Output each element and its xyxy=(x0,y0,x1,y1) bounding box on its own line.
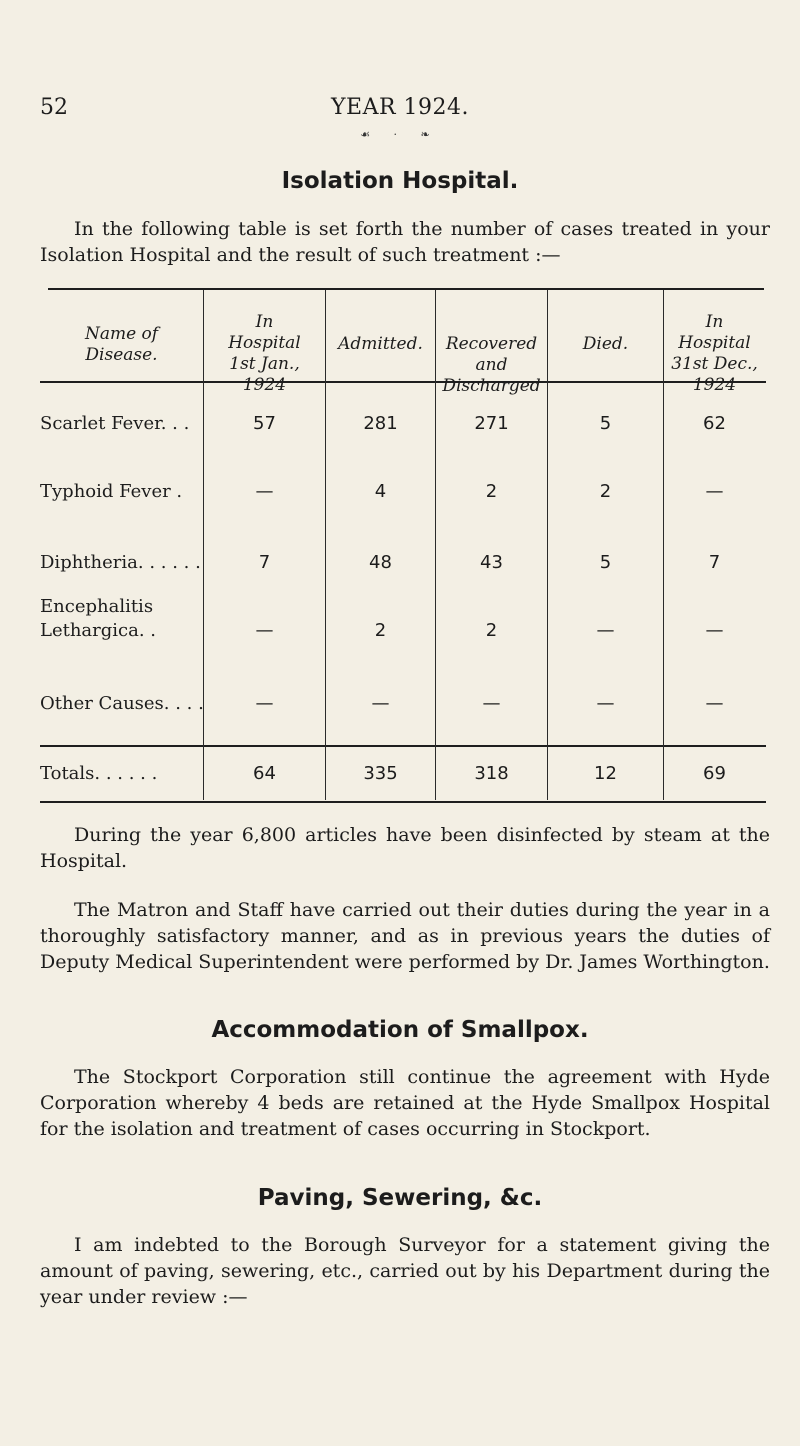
total-cell: 318 xyxy=(474,763,509,784)
col-rule-2 xyxy=(325,290,326,800)
disinfection-paragraph: During the year 6,800 articles have been disinfected by steam at the Hospital. xyxy=(40,824,770,872)
cell: — xyxy=(482,693,501,714)
col-rule-4 xyxy=(547,290,548,800)
cell: 281 xyxy=(363,413,398,434)
col-header-in-hospital-dec: In Hospital 31st Dec., 1924 xyxy=(671,312,758,395)
cell: 2 xyxy=(599,481,612,502)
total-cell: 69 xyxy=(703,763,726,784)
cell: 271 xyxy=(474,413,509,434)
isolation-intro: In the following table is set forth the number of cases treated in your Isolation Hospital and the result of such treatment :— xyxy=(40,218,770,266)
table-top-rule xyxy=(48,288,764,290)
ornament: ☙ · ❧ xyxy=(360,128,440,141)
row-name-encephalitis-lethargica: Encephalitis Lethargica. . xyxy=(40,596,157,641)
cell: 62 xyxy=(703,413,726,434)
page-number: 52 xyxy=(40,95,68,120)
cell: 4 xyxy=(374,481,387,502)
paving-heading: Paving, Sewering, &c. xyxy=(257,1185,543,1211)
cell: — xyxy=(371,693,390,714)
cell: 57 xyxy=(253,413,276,434)
running-title: YEAR 1924. xyxy=(330,95,469,120)
table-bottom-rule xyxy=(40,801,766,803)
isolation-table xyxy=(40,288,765,802)
col-header-recovered: Recovered and Discharged xyxy=(442,334,541,396)
col-header-in-hospital-jan: In Hospital 1st Jan., 1924 xyxy=(228,312,301,395)
cell: 7 xyxy=(258,552,271,573)
smallpox-paragraph: The Stockport Corporation still continue the agreement with Hyde Corporation whereby 4 beds are retained at the Hyde Smallpox Hospital for the isolation and treatment of cases occurring in Stockport. xyxy=(40,1066,770,1140)
table-header-rule xyxy=(40,381,766,383)
staff-paragraph: The Matron and Staff have carried out their duties during the year in a thoroughly satisfactory manner, and as in previous years the duties of Deputy Medical Superintendent were performed by Dr. James Worthington. xyxy=(40,899,770,973)
cell: 5 xyxy=(599,552,612,573)
col-header-died: Died. xyxy=(582,334,629,354)
cell: 43 xyxy=(480,552,503,573)
total-cell: 64 xyxy=(253,763,276,784)
total-cell: 12 xyxy=(594,763,617,784)
table-totals-rule xyxy=(40,745,766,747)
cell: — xyxy=(596,620,615,641)
cell: — xyxy=(255,481,274,502)
col-header-admitted: Admitted. xyxy=(338,334,423,354)
cell: — xyxy=(596,693,615,714)
row-name-diphtheria: Diphtheria. . . . . . xyxy=(40,552,201,573)
cell: 2 xyxy=(485,620,498,641)
row-name-other-causes: Other Causes. . . . xyxy=(40,693,204,714)
cell: 48 xyxy=(369,552,392,573)
row-name-scarlet-fever: Scarlet Fever. . . xyxy=(40,413,190,434)
cell: — xyxy=(705,620,724,641)
cell: — xyxy=(255,693,274,714)
cell: — xyxy=(255,620,274,641)
cell: 2 xyxy=(374,620,387,641)
row-name-totals: Totals. . . . . . xyxy=(40,763,158,784)
cell: 2 xyxy=(485,481,498,502)
cell: — xyxy=(705,693,724,714)
isolation-heading: Isolation Hospital. xyxy=(281,168,519,194)
paving-paragraph: I am indebted to the Borough Surveyor for a statement giving the amount of paving, sewering, etc., carried out by his Department during the year under review :— xyxy=(40,1234,770,1308)
total-cell: 335 xyxy=(363,763,398,784)
col-header-disease: Name of Disease. xyxy=(84,324,159,365)
cell: 7 xyxy=(708,552,721,573)
row-name-typhoid-fever: Typhoid Fever . xyxy=(40,481,183,502)
smallpox-heading: Accommodation of Smallpox. xyxy=(211,1017,589,1043)
cell: — xyxy=(705,481,724,502)
cell: 5 xyxy=(599,413,612,434)
